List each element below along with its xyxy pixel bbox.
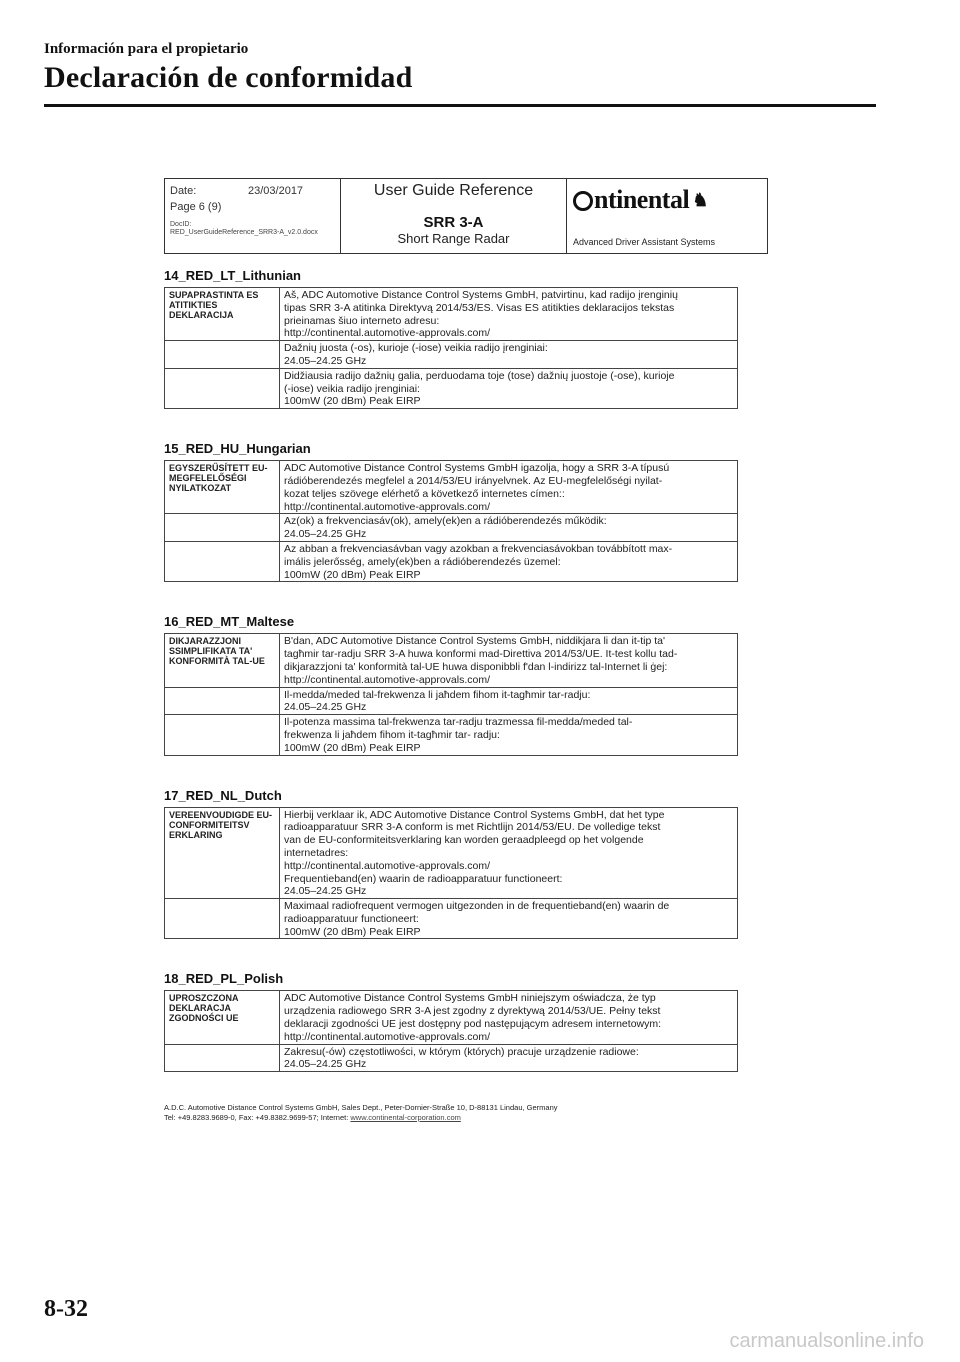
text-line: 100mW (20 dBm) Peak EIRP — [284, 741, 421, 754]
text-line: (-iose) veikia radijo įrenginiai: — [284, 382, 420, 395]
declaration-text — [280, 991, 738, 1044]
language-heading: 18_RED_PL_Polish — [164, 971, 284, 987]
declaration-text — [280, 461, 738, 514]
doc-id-value: RED_UserGuideReference_SRR3-A_v2.0.docx — [170, 229, 318, 236]
logo-o-icon — [573, 191, 593, 211]
text-line: http://continental.automotive-approvals.com/ — [284, 859, 491, 872]
declaration-label — [165, 368, 280, 408]
text-line: Az(ok) a frekvenciasáv(ok), amely(ek)en a rádióberendezés működik: — [284, 515, 607, 528]
declaration-label: UPROSZCZONA DEKLARACJA ZGODNOŚCI UE — [165, 991, 280, 1044]
table-row — [165, 899, 738, 939]
table-row — [165, 514, 738, 542]
table-row — [165, 541, 738, 581]
declaration-label — [165, 541, 280, 581]
text-line: van de EU-conformiteitsverklaring kan worden geraadpleegd op het volgende — [284, 834, 644, 847]
declaration-label — [165, 899, 280, 939]
doc-id — [170, 221, 335, 237]
text-line: kozat teljes szövege elérhető a következő internetes címen:: — [284, 487, 565, 500]
declaration-text — [280, 368, 738, 408]
footer-address: A.D.C. Automotive Distance Control Systems GmbH, Sales Dept., Peter-Dornier-Straße 10, D-88131 Lindau, Germany — [164, 1103, 558, 1112]
text-line: 24.05–24.25 GHz — [284, 354, 367, 367]
text-line: Zakresu(-ów) częstotliwości, w którym (których) pracuje urządzenie radiowe: — [284, 1045, 639, 1058]
text-line: Didžiausia radijo dažnių galia, perduodama toje (tose) dažnių juostoje (-ose), kurioje — [284, 369, 675, 382]
declaration-table — [164, 460, 738, 582]
declaration-label: EGYSZERŰSÍTETT EU-MEGFELELŐSÉGI NYILATKOZAT — [165, 461, 280, 514]
page-number: 8-32 — [44, 1296, 88, 1322]
table-row — [165, 807, 738, 899]
declaration-label: DIKJARAZZJONI SSIMPLIFIKATA TA' KONFORMITÀ TAL-UE — [165, 634, 280, 687]
text-line: http://continental.automotive-approvals.com/ — [284, 327, 491, 340]
text-line: 100mW (20 dBm) Peak EIRP — [284, 395, 421, 408]
page-header — [44, 40, 876, 107]
document-meta — [165, 179, 341, 253]
declaration-text — [280, 1044, 738, 1072]
language-heading: 17_RED_NL_Dutch — [164, 787, 282, 803]
declaration-table — [164, 807, 738, 940]
text-line: radioapparatuur functioneert: — [284, 912, 419, 925]
section-label: Información para el propietario — [44, 41, 249, 57]
text-line: Il-medda/meded tal-frekwenza li jaħdem fihom it-tagħmir tar-radju: — [284, 688, 591, 701]
text-line: Frequentieband(en) waarin de radioapparatuur functioneert: — [284, 872, 563, 885]
text-line: Aš, ADC Automotive Distance Control Systems GmbH, patvirtinu, kad radijo įrenginių — [284, 289, 678, 301]
document-title-cell — [341, 179, 567, 253]
table-row — [165, 341, 738, 369]
page-title: Declaración de conformidad — [44, 61, 413, 94]
declaration-text — [280, 341, 738, 369]
title-divider — [44, 104, 876, 107]
text-line: http://continental.automotive-approvals.com/ — [284, 673, 491, 686]
declaration-text — [280, 514, 738, 542]
declaration-label: VEREENVOUDIGDE EU-CONFORMITEITSV ERKLARING — [165, 807, 280, 899]
table-row — [165, 687, 738, 715]
declaration-text — [280, 541, 738, 581]
company-cell — [567, 179, 767, 253]
language-heading: 15_RED_HU_Hungarian — [164, 441, 311, 457]
text-line: B'dan, ADC Automotive Distance Control Systems GmbH, niddikjara li dan it-tip ta' — [284, 635, 666, 648]
user-guide-title: User Guide Reference — [373, 182, 534, 199]
declaration-table — [164, 287, 738, 409]
declaration-text — [280, 288, 738, 341]
text-line: 24.05–24.25 GHz — [284, 885, 367, 898]
footer-contact — [164, 1113, 558, 1123]
declaration-text — [280, 899, 738, 939]
table-row — [165, 461, 738, 514]
table-row — [165, 368, 738, 408]
text-line: http://continental.automotive-approvals.com/ — [284, 1030, 491, 1043]
declaration-table — [164, 633, 738, 755]
document-header-box — [164, 178, 768, 254]
declaration-label — [165, 341, 280, 369]
declaration-label — [165, 715, 280, 755]
table-row — [165, 288, 738, 341]
watermark: carmanualsonline.info — [729, 1330, 924, 1352]
text-line: deklaracji zgodności UE jest dostępny pod następującym adresem internetowym: — [284, 1018, 662, 1031]
table-row — [165, 1044, 738, 1072]
text-line: rádióberendezés megfelel a 2014/53/EU irányelvnek. Az EU-megfelelőségi nyilat- — [284, 474, 663, 487]
continental-logo — [573, 185, 708, 215]
text-line: urządzenia radiowego SRR 3-A jest zgodny z dyrektywą 2014/53/UE. Pełny tekst — [284, 1005, 661, 1018]
text-line: 100mW (20 dBm) Peak EIRP — [284, 925, 421, 938]
text-line: Az abban a frekvenciasávban vagy azokban a frekvenciasávokban továbbított max- — [284, 542, 673, 555]
text-line: internetadres: — [284, 846, 349, 859]
declaration-label — [165, 687, 280, 715]
language-heading: 16_RED_MT_Maltese — [164, 614, 295, 630]
language-sections — [164, 268, 768, 1072]
product-subtitle: Short Range Radar — [397, 231, 510, 246]
text-line: ADC Automotive Distance Control Systems GmbH niniejszym oświadcza, że typ — [284, 992, 656, 1005]
text-line: frekwenza li jaħdem fihom it-tagħmir tar- radju: — [284, 728, 500, 741]
footer-website-link[interactable]: www.continental-corporation.com — [350, 1113, 461, 1122]
horse-icon: ♞ — [692, 189, 708, 210]
footer-address-block — [164, 1103, 558, 1123]
date-value: 23/03/2017 — [248, 185, 304, 197]
text-line: 24.05–24.25 GHz — [284, 701, 367, 714]
text-line: tipas SRR 3-A atitinka Direktyvą 2014/53/ES. Visas ES atitikties deklaracijos tekstas — [284, 301, 675, 314]
declaration-label: SUPAPRASTINTA ES ATITIKTIES DEKLARACIJA — [165, 288, 280, 341]
footer-contact-text: Tel: +49.8283.9689-0, Fax: +49.8382.9699-57; Internet: — [164, 1113, 351, 1122]
date-label: Date: — [170, 185, 197, 197]
text-line: 24.05–24.25 GHz — [284, 528, 367, 541]
logo-text: ntinental — [594, 185, 690, 214]
table-row — [165, 991, 738, 1044]
table-row — [165, 715, 738, 755]
product-name: SRR 3-A — [423, 214, 484, 231]
text-line: dikjarazzjoni ta' konformità tal-UE huwa disponibbli f'dan l-indirizz tal-Internet li ġej: — [284, 660, 668, 673]
text-line: ADC Automotive Distance Control Systems GmbH igazolja, hogy a SRR 3-A típusú — [284, 462, 670, 475]
declaration-table — [164, 990, 738, 1072]
text-line: Hierbij verklaar ik, ADC Automotive Distance Control Systems GmbH, dat het type — [284, 808, 665, 821]
declaration-label — [165, 1044, 280, 1072]
text-line: Maximaal radiofrequent vermogen uitgezonden in de frequentieband(en) waarin de — [284, 900, 670, 913]
text-line: Il-potenza massima tal-frekwenza tar-radju trazmessa fil-medda/meded tal- — [284, 716, 633, 729]
text-line: 100mW (20 dBm) Peak EIRP — [284, 568, 421, 581]
declaration-text — [280, 715, 738, 755]
declaration-document — [164, 178, 768, 1072]
language-heading: 14_RED_LT_Lithunian — [164, 268, 302, 283]
doc-id-label: DocID: — [170, 221, 192, 228]
declaration-label — [165, 514, 280, 542]
text-line: tagħmir tar-radju SRR 3-A huwa konformi mad-Direttiva 2014/53/UE. It-test kollu tad- — [284, 648, 678, 661]
declaration-text — [280, 807, 738, 899]
text-line: Dažnių juosta (-os), kurioje (-iose) veikia radijo įrenginiai: — [284, 342, 548, 355]
text-line: prieinamas šiuo interneto adresu: — [284, 314, 440, 327]
declaration-text — [280, 634, 738, 687]
table-row — [165, 634, 738, 687]
text-line: 24.05–24.25 GHz — [284, 1058, 367, 1071]
text-line: http://continental.automotive-approvals.com/ — [284, 500, 491, 513]
text-line: radioapparatuur SRR 3-A conform is met Richtlijn 2014/53/EU. De volledige tekst — [284, 821, 661, 834]
text-line: imális jelerősség, amely(ek)ben a rádióberendezés üzemel: — [284, 555, 561, 568]
page-info: Page 6 (9) — [170, 201, 222, 213]
declaration-text — [280, 687, 738, 715]
company-division: Advanced Driver Assistant Systems — [573, 237, 716, 247]
